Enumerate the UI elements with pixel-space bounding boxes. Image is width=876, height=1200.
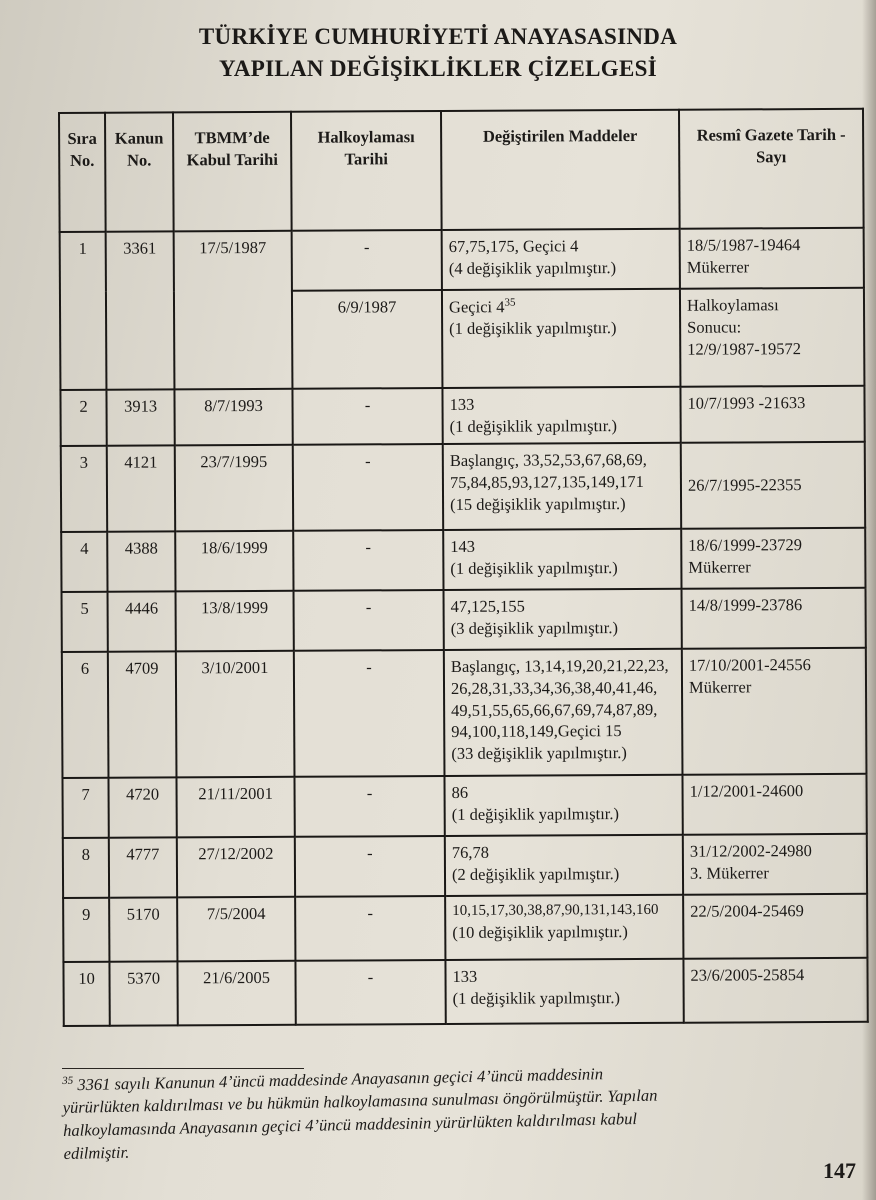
table-header-row	[59, 109, 864, 232]
gazete-line: 26/7/1995-22355	[687, 475, 802, 495]
table-row	[60, 228, 864, 292]
header-halkoylamasi: Halkoylaması Tarihi	[291, 111, 442, 231]
cell-kanun: 3361	[106, 231, 175, 389]
gazete-line: 17/10/2001-24556	[688, 655, 811, 675]
maddeler-line: (1 değişiklik yapılmıştır.)	[450, 557, 618, 578]
cell-maddeler	[442, 229, 680, 290]
footnote-text: 3361 sayılı Kanunun 4’üncü maddesinde Anayasanın geçici 4’üncü maddesinin	[77, 1064, 604, 1095]
maddeler-line: (2 değişiklik yapılmıştır.)	[451, 863, 620, 884]
maddeler-line: (1 değişiklik yapılmıştır.)	[449, 415, 617, 436]
cell-halkoylamasi: 6/9/1987	[292, 290, 443, 389]
footnote-line: halkoylamasında Anayasanın geçici 4’üncü maddesinin yürürlükten kaldırılması kabul	[62, 1109, 638, 1141]
maddeler-line: 49,51,55,65,66,67,69,74,87,89,	[451, 699, 658, 720]
gazete-line: Mükerrer	[688, 677, 752, 697]
footnote-marker: 35	[62, 1074, 74, 1087]
table-row	[62, 648, 867, 778]
cell-halkoylamasi: -	[293, 444, 443, 531]
cell-sira: 2	[60, 390, 106, 446]
maddeler-line: 26,28,31,33,34,36,38,40,41,46,	[450, 677, 658, 698]
maddeler-line: (1 değişiklik yapılmıştır.)	[451, 803, 620, 824]
cell-gazete	[680, 288, 865, 387]
gazete-line: 18/5/1987-19464	[686, 235, 801, 255]
cell-gazete	[683, 894, 867, 959]
cell-halkoylamasi: -	[294, 590, 444, 651]
cell-tbmm: 13/8/1999	[176, 591, 294, 652]
table-row	[63, 894, 867, 962]
maddeler-line: (15 değişiklik yapılmıştır.)	[450, 493, 626, 514]
cell-sira: 6	[62, 652, 109, 778]
footnote	[62, 1057, 864, 1165]
cell-kanun: 3913	[106, 389, 174, 445]
cell-maddeler	[443, 529, 681, 590]
maddeler-line: Başlangıç, 13,14,19,20,21,22,23,	[450, 655, 669, 676]
maddeler-line: (10 değişiklik yapılmıştır.)	[452, 921, 628, 942]
table-row	[60, 386, 864, 446]
cell-tbmm: 7/5/2004	[177, 897, 295, 962]
gazete-line: 22/5/2004-25469	[690, 901, 804, 921]
cell-gazete	[682, 588, 866, 649]
cell-maddeler	[444, 589, 682, 650]
cell-kanun: 4446	[108, 591, 176, 651]
cell-sira: 8	[63, 838, 109, 898]
maddeler-line: 67,75,175, Geçici 4	[448, 236, 579, 256]
cell-maddeler	[444, 775, 682, 836]
cell-kanun: 4720	[108, 777, 176, 837]
maddeler-line: 143	[450, 536, 476, 556]
maddeler-line: (4 değişiklik yapılmıştır.)	[448, 257, 617, 278]
cell-gazete	[683, 958, 867, 1023]
maddeler-line: Başlangıç, 33,52,53,67,68,69,	[449, 449, 647, 470]
cell-tbmm: 3/10/2001	[176, 651, 295, 778]
header-kanun: Kanun No.	[105, 112, 174, 231]
cell-halkoylamasi: -	[292, 230, 442, 291]
cell-maddeler	[445, 895, 683, 960]
footnote-line: edilmiştir.	[63, 1142, 130, 1163]
gazete-line: 23/6/2005-25854	[690, 965, 805, 985]
table-row	[61, 528, 865, 592]
cell-halkoylamasi: -	[295, 836, 445, 897]
amendments-table	[58, 108, 869, 1027]
table-row	[63, 834, 867, 898]
header-gazete: Resmî Gazete Tarih - Sayı	[679, 109, 864, 229]
table-row	[62, 588, 866, 652]
cell-sira: 10	[63, 962, 109, 1026]
header-sira: Sıra No.	[59, 113, 106, 232]
gazete-line: 1/12/2001-24600	[689, 781, 804, 801]
table-row	[61, 442, 865, 532]
cell-halkoylamasi: -	[294, 776, 444, 837]
cell-tbmm: 23/7/1995	[175, 445, 293, 532]
cell-gazete	[683, 834, 867, 895]
gazete-line: 14/8/1999-23786	[688, 595, 803, 615]
table-row	[63, 958, 867, 1026]
cell-halkoylamasi: -	[294, 650, 445, 777]
cell-kanun: 5170	[109, 897, 177, 961]
cell-halkoylamasi: -	[292, 388, 442, 445]
gazete-line: Mükerrer	[686, 257, 750, 277]
cell-maddeler	[445, 959, 683, 1024]
cell-halkoylamasi: -	[295, 896, 445, 961]
header-tbmm: TBMM’de Kabul Tarihi	[173, 112, 292, 232]
header-maddeler: Değiştirilen Maddeler	[441, 110, 680, 230]
maddeler-line: 94,100,118,149,Geçici 15	[451, 721, 622, 742]
cell-gazete	[680, 386, 864, 443]
cell-kanun: 4709	[108, 651, 177, 777]
cell-tbmm: 8/7/1993	[174, 389, 292, 446]
cell-tbmm: 17/5/1987	[174, 231, 293, 390]
cell-gazete	[681, 528, 865, 589]
cell-sira: 9	[63, 898, 109, 962]
footnote-line: yürürlükten kaldırılması ve bu hükmün halkoylamasına sunulması öngörülmüştür. Yapılan	[62, 1085, 658, 1118]
gazete-line: 18/6/1999-23729	[688, 535, 802, 555]
cell-halkoylamasi: -	[295, 960, 445, 1025]
maddeler-line: 76,78	[451, 842, 490, 862]
maddeler-line: 133	[449, 394, 475, 414]
footnote-ref: 35	[504, 296, 516, 309]
gazete-line: 12/9/1987-19572	[687, 338, 801, 359]
cell-kanun: 4121	[107, 445, 175, 531]
table-title-line1: TÜRKİYE CUMHURİYETİ ANAYASASINDA	[198, 24, 678, 49]
cell-sira: 5	[62, 592, 108, 652]
maddeler-line: (33 değişiklik yapılmıştır.)	[451, 743, 627, 764]
maddeler-line: 75,84,85,93,127,135,149,171	[449, 471, 644, 492]
gazete-line: 3. Mükerrer	[689, 863, 769, 883]
cell-sira: 3	[61, 446, 107, 532]
gazete-line: Halkoylaması	[686, 295, 779, 315]
table-row	[62, 774, 866, 838]
cell-sira: 7	[62, 778, 108, 838]
maddeler-line: 10,15,17,30,38,87,90,131,143,160	[452, 901, 659, 919]
maddeler-line: 133	[452, 966, 478, 986]
cell-gazete	[682, 774, 866, 835]
cell-kanun: 4777	[109, 837, 177, 897]
cell-sira: 1	[60, 232, 107, 390]
gazete-line: 10/7/1993 -21633	[687, 393, 806, 413]
cell-tbmm: 21/11/2001	[176, 777, 294, 838]
maddeler-line: 47,125,155	[450, 596, 525, 616]
page-number: 147	[823, 1158, 856, 1183]
cell-maddeler	[443, 443, 681, 530]
cell-gazete	[682, 648, 867, 775]
cell-gazete	[681, 442, 865, 529]
gazete-line: 31/12/2002-24980	[689, 841, 812, 861]
cell-tbmm: 21/6/2005	[177, 961, 295, 1026]
cell-halkoylamasi: -	[293, 530, 443, 591]
cell-maddeler	[442, 387, 680, 444]
maddeler-text: Geçici 4	[448, 297, 505, 317]
maddeler-line: (3 değişiklik yapılmıştır.)	[450, 617, 619, 638]
cell-maddeler	[445, 835, 683, 896]
cell-maddeler	[442, 289, 681, 388]
cell-tbmm: 27/12/2002	[177, 837, 295, 898]
cell-kanun: 5370	[109, 961, 177, 1025]
cell-sira: 4	[61, 532, 107, 592]
maddeler-line: 86	[451, 782, 469, 802]
gazete-line: Sonucu:	[687, 317, 742, 337]
maddeler-line	[449, 295, 673, 318]
cell-tbmm: 18/6/1999	[175, 531, 293, 592]
maddeler-line: (1 değişiklik yapılmıştır.)	[449, 318, 617, 339]
cell-kanun: 4388	[107, 531, 175, 591]
table-title-line2: YAPILAN DEĞİŞİKLİKLER ÇİZELGESİ	[219, 56, 657, 81]
maddeler-line: (1 değişiklik yapılmıştır.)	[452, 987, 620, 1008]
gazete-line: Mükerrer	[688, 557, 751, 577]
cell-gazete	[680, 228, 864, 289]
cell-maddeler	[444, 649, 683, 776]
